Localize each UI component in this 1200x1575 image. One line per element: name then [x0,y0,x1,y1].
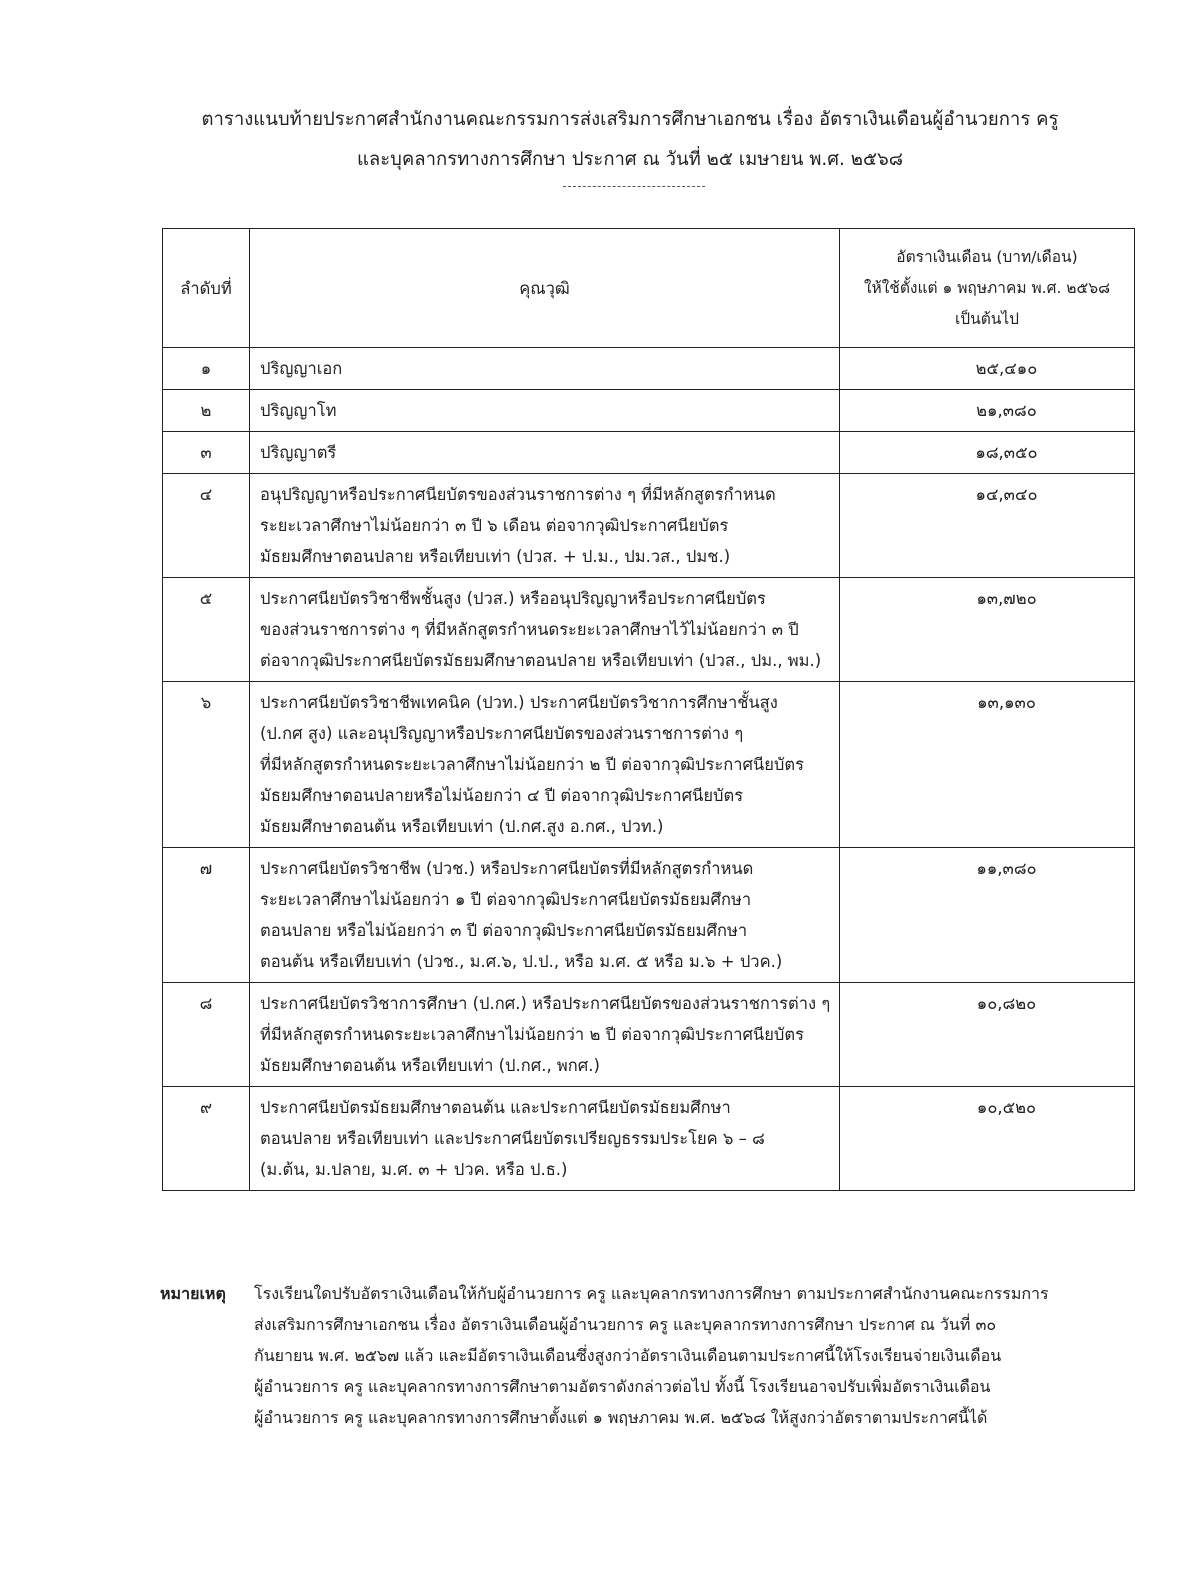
salary-rate-table [162,228,1135,1191]
remark-text [254,1278,1124,1433]
row-salary-rate: ๒๑,๓๘๐ [840,390,1135,432]
row-salary-rate: ๑๐,๕๒๐ [840,1087,1135,1191]
row-salary-rate: ๑๐,๘๒๐ [840,983,1135,1087]
row-qualification [250,578,840,682]
qualification-line: อนุปริญญาหรือประกาศนียบัตรของส่วนราชการต่าง ๆ ที่มีหลักสูตรกำหนด [260,485,776,504]
row-number: ๓ [163,432,250,474]
qualification-line: ตอนต้น หรือเทียบเท่า (ปวช., ม.ศ.๖, ป.ป., หรือ ม.ศ. ๕ หรือ ม.๖ + ปวค.) [260,952,783,971]
qualification-line: มัธยมศึกษาตอนต้น หรือเทียบเท่า (ป.กศ., พกศ.) [260,1056,600,1075]
table-row [163,578,1135,682]
qualification-line: ระยะเวลาศึกษาไม่น้อยกว่า ๓ ปี ๖ เดือน ต่อจากวุฒิประกาศนียบัตร [260,516,729,535]
table-row [163,390,1135,432]
qualification-line: ที่มีหลักสูตรกำหนดระยะเวลาศึกษาไม่น้อยกว่า ๒ ปี ต่อจากวุฒิประกาศนียบัตร [260,755,804,774]
qualification-line: ประกาศนียบัตรวิชาชีพชั้นสูง (ปวส.) หรืออนุปริญญาหรือประกาศนียบัตร [260,589,766,608]
qualification-line: ปริญญาเอก [260,359,343,378]
header-salary-rate [840,229,1135,348]
row-salary-rate: ๑๓,๗๒๐ [840,578,1135,682]
table-row [163,474,1135,578]
qualification-line: มัธยมศึกษาตอนต้น หรือเทียบเท่า (ป.กศ.สูง อ.กศ., ปวท.) [260,817,664,836]
remark-line: ส่งเสริมการศึกษาเอกชน เรื่อง อัตราเงินเดือนผู้อำนวยการ ครู และบุคลากรทางการศึกษา ประกาศ ณ วันที่ ๓๐ [254,1315,997,1334]
row-qualification [250,983,840,1087]
row-number: ๔ [163,474,250,578]
remark-line: กันยายน พ.ศ. ๒๕๖๗ แล้ว และมีอัตราเงินเดือนซึ่งสูงกว่าอัตราเงินเดือนตามประกาศนี้ให้โรงเรียนจ่ายเงินเดือน [254,1346,1002,1365]
header-rate-line-1: อัตราเงินเดือน (บาท/เดือน) [896,247,1078,266]
qualification-line: ที่มีหลักสูตรกำหนดระยะเวลาศึกษาไม่น้อยกว่า ๒ ปี ต่อจากวุฒิประกาศนียบัตร [260,1025,804,1044]
title-line-1: ตารางแนบท้ายประกาศสำนักงานคณะกรรมการส่งเสริมการศึกษาเอกชน เรื่อง อัตราเงินเดือนผู้อำนวยการ ครู [201,109,1059,130]
document-title [150,100,1110,180]
row-number: ๗ [163,848,250,983]
row-qualification [250,848,840,983]
row-salary-rate: ๑๑,๓๘๐ [840,848,1135,983]
qualification-line: ตอนปลาย หรือเทียบเท่า และประกาศนียบัตรเปรียญธรรมประโยค ๖ – ๘ [260,1129,765,1148]
row-qualification [250,390,840,432]
row-number: ๕ [163,578,250,682]
row-number: ๙ [163,1087,250,1191]
title-divider [563,186,705,187]
table-header-row [163,229,1135,348]
qualification-line: มัธยมศึกษาตอนปลาย หรือเทียบเท่า (ปวส. + ป.ม., ปม.วส., ปมช.) [260,547,731,566]
qualification-line: มัธยมศึกษาตอนปลายหรือไม่น้อยกว่า ๔ ปี ต่อจากวุฒิประกาศนียบัตร [260,786,744,805]
table-body [163,348,1135,1191]
header-rate-line-2: ให้ใช้ตั้งแต่ ๑ พฤษภาคม พ.ศ. ๒๕๖๘ [863,278,1111,297]
row-salary-rate: ๒๕,๔๑๐ [840,348,1135,390]
row-qualification [250,348,840,390]
header-number: ลำดับที่ [163,229,250,348]
row-qualification [250,1087,840,1191]
qualification-line: ของส่วนราชการต่าง ๆ ที่มีหลักสูตรกำหนดระยะเวลาศึกษาไว้ไม่น้อยกว่า ๓ ปี [260,620,799,639]
row-number: ๒ [163,390,250,432]
row-salary-rate: ๑๘,๓๕๐ [840,432,1135,474]
qualification-line: ระยะเวลาศึกษาไม่น้อยกว่า ๑ ปี ต่อจากวุฒิประกาศนียบัตรมัธยมศึกษา [260,890,752,909]
row-qualification [250,682,840,848]
table-row [163,983,1135,1087]
table-row [163,682,1135,848]
row-number: ๘ [163,983,250,1087]
header-qualification: คุณวุฒิ [250,229,840,348]
qualification-line: ประกาศนียบัตรมัธยมศึกษาตอนต้น และประกาศนียบัตรมัธยมศึกษา [260,1098,731,1117]
remark-label: หมายเหตุ [160,1284,226,1303]
row-number: ๑ [163,348,250,390]
remark-line: โรงเรียนใดปรับอัตราเงินเดือนให้กับผู้อำนวยการ ครู และบุคลากรทางการศึกษา ตามประกาศสำนักงานคณะกรรมการ [254,1284,1049,1303]
title-line-2: และบุคลากรทางการศึกษา ประกาศ ณ วันที่ ๒๕ เมษายน พ.ศ. ๒๕๖๘ [356,149,904,170]
qualification-line: ประกาศนียบัตรวิชาชีพเทคนิค (ปวท.) ประกาศนียบัตรวิชาการศึกษาชั้นสูง [260,693,778,712]
table-row [163,348,1135,390]
row-number: ๖ [163,682,250,848]
table-row [163,432,1135,474]
qualification-line: (ป.กศ สูง) และอนุปริญญาหรือประกาศนียบัตรของส่วนราชการต่าง ๆ [260,724,744,743]
table-row [163,1087,1135,1191]
remark-line: ผู้อำนวยการ ครู และบุคลากรทางการศึกษาตั้งแต่ ๑ พฤษภาคม พ.ศ. ๒๕๖๘ ให้สูงกว่าอัตราตามประกาศนี้ได้ [254,1408,988,1427]
qualification-line: ประกาศนียบัตรวิชาชีพ (ปวช.) หรือประกาศนียบัตรที่มีหลักสูตรกำหนด [260,859,754,878]
header-rate-line-3: เป็นต้นไป [954,309,1020,328]
row-salary-rate: ๑๔,๓๔๐ [840,474,1135,578]
remark-line: ผู้อำนวยการ ครู และบุคลากรทางการศึกษาตามอัตราดังกล่าวต่อไป ทั้งนี้ โรงเรียนอาจปรับเพิ่มอัตราเงินเดือน [254,1377,991,1396]
row-qualification [250,474,840,578]
qualification-line: ปริญญาตรี [260,443,337,462]
qualification-line: ต่อจากวุฒิประกาศนียบัตรมัธยมศึกษาตอนปลาย หรือเทียบเท่า (ปวส., ปม., พม.) [260,651,822,670]
table-row [163,848,1135,983]
qualification-line: ประกาศนียบัตรวิชาการศึกษา (ป.กศ.) หรือประกาศนียบัตรของส่วนราชการต่าง ๆ [260,994,831,1013]
row-qualification [250,432,840,474]
qualification-line: ปริญญาโท [260,401,337,420]
qualification-line: (ม.ต้น, ม.ปลาย, ม.ศ. ๓ + ปวค. หรือ ป.ธ.) [260,1160,568,1179]
qualification-line: ตอนปลาย หรือไม่น้อยกว่า ๓ ปี ต่อจากวุฒิประกาศนียบัตรมัธยมศึกษา [260,921,748,940]
row-salary-rate: ๑๓,๑๓๐ [840,682,1135,848]
